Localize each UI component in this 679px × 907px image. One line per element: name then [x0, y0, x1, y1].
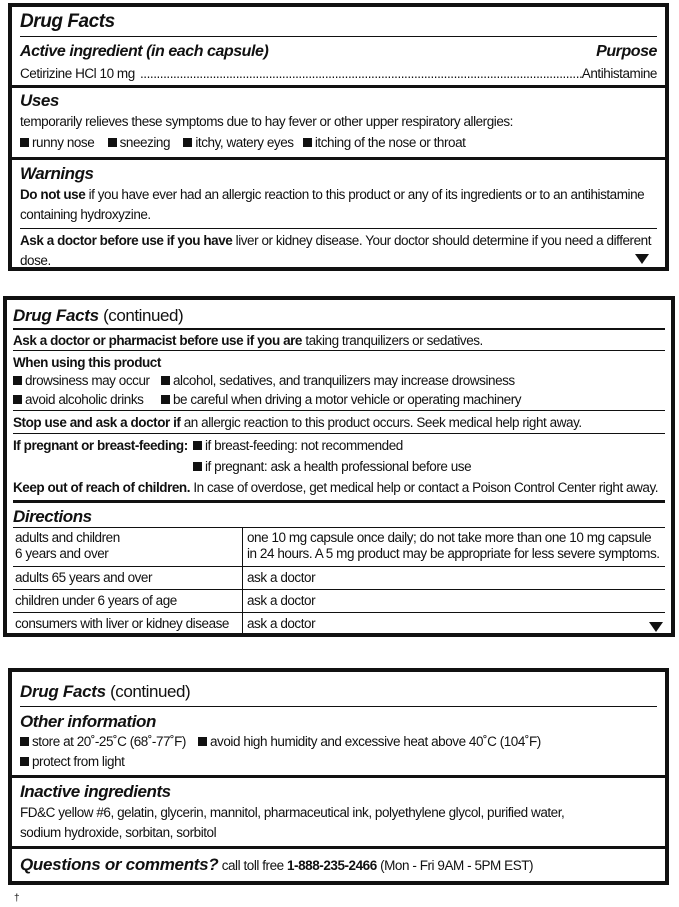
divider: [20, 36, 657, 37]
table-row: [13, 567, 665, 590]
bullet-icon: [183, 138, 192, 147]
inactive-ingredients-heading: Inactive ingredients: [20, 782, 171, 801]
drug-facts-panel-3: [8, 668, 669, 885]
keep-out-of-reach: [13, 479, 658, 496]
phone-number: 1-888-235-2466: [287, 858, 377, 873]
questions-heading: Questions or comments?: [20, 855, 219, 874]
divider: [13, 350, 665, 351]
bullet-icon: [20, 757, 29, 766]
bullet-icon: [13, 395, 22, 404]
ask-pharmacist-text: taking tranquilizers or sedatives.: [305, 333, 483, 348]
list-item: sneezing: [108, 135, 170, 150]
inactive-ingredients-text: FD&C yellow #6, gelatin, glycerin, mannitol, pharmaceutical ink, polyethylene glycol, purified water,: [20, 805, 565, 820]
table-row: [13, 613, 665, 636]
active-ingredient-heading: Active ingredient (in each capsule): [20, 43, 269, 60]
section-divider: [12, 85, 665, 88]
purpose-value: Antihistamine: [581, 66, 657, 81]
bullet-icon: [303, 138, 312, 147]
footnote-mark: †: [14, 893, 20, 904]
divider: [20, 706, 657, 707]
continue-arrow-icon: [649, 622, 663, 632]
table-cell: adults and children: [15, 530, 120, 545]
continued-label: (continued): [103, 306, 184, 325]
list-item: drowsiness may occur: [13, 372, 150, 389]
other-info-heading: Other information: [20, 712, 156, 731]
ask-pharmacist-label: Ask a doctor or pharmacist before use if you are: [13, 333, 302, 348]
divider: [13, 433, 665, 434]
ask-doctor-cont: dose.: [20, 253, 51, 268]
list-item: be careful when driving a motor vehicle or operating machinery: [161, 391, 521, 408]
keep-out-text: In case of overdose, get medical help or contact a Poison Control Center right away.: [193, 480, 659, 495]
section-divider: [12, 846, 665, 849]
bullet-icon: [193, 441, 202, 450]
table-cell: adults 65 years and over: [15, 570, 153, 585]
table-cell: in 24 hours. A 5 mg product may be appropriate for less severe symptoms.: [247, 546, 660, 561]
pregnant-label: If pregnant or breast-feeding:: [13, 438, 188, 453]
purpose-heading: Purpose: [596, 43, 657, 60]
table-cell: ask a doctor: [247, 593, 316, 608]
list-item: avoid high humidity and excessive heat above 40˚C (104˚F): [198, 733, 541, 750]
bullet-icon: [193, 462, 202, 471]
ask-pharmacist: [13, 332, 483, 349]
bullet-icon: [20, 138, 29, 147]
list-item: alcohol, sedatives, and tranquilizers may increase drowsiness: [161, 372, 515, 389]
panel-title-text: Drug Facts: [20, 682, 106, 701]
list-item: store at 20˚-25˚C (68˚-77˚F): [20, 733, 186, 750]
section-divider: [13, 500, 665, 503]
panel-title: [20, 681, 190, 702]
section-divider: [13, 328, 665, 330]
panel-title-text: Drug Facts: [13, 306, 99, 325]
bullet-icon: [20, 737, 29, 746]
continue-arrow-icon: [635, 254, 649, 264]
ask-doctor: [20, 232, 651, 249]
keep-out-label: Keep out of reach of children.: [13, 480, 191, 495]
table-cell: consumers with liver or kidney disease: [15, 616, 229, 631]
table-cell: one 10 mg capsule once daily; do not take more than one 10 mg capsule: [247, 530, 652, 545]
questions-text: call toll free: [221, 858, 284, 873]
stop-use: [13, 414, 582, 431]
directions-table: [13, 527, 665, 636]
hours: (Mon - Fri 9AM - 5PM EST): [380, 858, 534, 873]
list-item: runny nose: [20, 135, 94, 150]
ask-doctor-label: Ask a doctor before use if you have: [20, 233, 233, 248]
table-row: [13, 590, 665, 613]
when-using-heading: When using this product: [13, 355, 161, 370]
uses-intro: temporarily relieves these symptoms due to hay fever or other upper respiratory allergies:: [20, 114, 513, 129]
panel-title: Drug Facts: [20, 11, 115, 32]
inactive-ingredients-text-cont: sodium hydroxide, sorbitan, sorbitol: [20, 825, 217, 840]
drug-facts-panel-1: [8, 3, 669, 271]
bullet-icon: [161, 376, 170, 385]
uses-heading: Uses: [20, 91, 59, 110]
stop-use-text: an allergic reaction to this product occurs. Seek medical help right away.: [183, 415, 582, 430]
table-cell: ask a doctor: [247, 570, 316, 585]
leader-dots: ......................................................................................................................................: [140, 66, 583, 81]
do-not-use: [20, 186, 644, 203]
table-cell: children under 6 years of age: [15, 593, 177, 608]
do-not-use-label: Do not use: [20, 187, 86, 202]
section-divider: [12, 775, 665, 778]
list-item: itchy, watery eyes: [183, 135, 293, 150]
table-cell: 6 years and over: [15, 546, 109, 561]
table-cell: ask a doctor: [247, 616, 316, 631]
uses-list: [20, 134, 465, 151]
active-ingredient-value: Cetirizine HCl 10 mg: [20, 66, 135, 81]
list-item: avoid alcoholic drinks: [13, 391, 143, 408]
list-item: itching of the nose or throat: [303, 135, 466, 150]
divider: [20, 228, 657, 229]
table-row: [13, 528, 665, 567]
panel-title: [13, 305, 183, 326]
list-item: protect from light: [20, 753, 124, 770]
directions-heading: Directions: [13, 507, 92, 526]
bullet-icon: [13, 376, 22, 385]
stop-use-label: Stop use and ask a doctor if: [13, 415, 181, 430]
divider: [13, 410, 665, 411]
bullet-icon: [161, 395, 170, 404]
section-divider: [12, 157, 665, 160]
ask-doctor-text: liver or kidney disease. Your doctor should determine if you need a different: [235, 233, 652, 248]
do-not-use-cont: containing hydroxyzine.: [20, 207, 151, 222]
continued-label: (continued): [110, 682, 191, 701]
bullet-icon: [198, 737, 207, 746]
list-item: if pregnant: ask a health professional before use: [193, 458, 471, 475]
drug-facts-panel-2: [3, 296, 675, 637]
warnings-heading: Warnings: [20, 164, 94, 183]
list-item: if breast-feeding: not recommended: [193, 437, 403, 454]
questions-line: [20, 856, 533, 874]
do-not-use-text: if you have ever had an allergic reaction to this product or any of its ingredients or to an antihistamine: [88, 187, 645, 202]
bullet-icon: [108, 138, 117, 147]
